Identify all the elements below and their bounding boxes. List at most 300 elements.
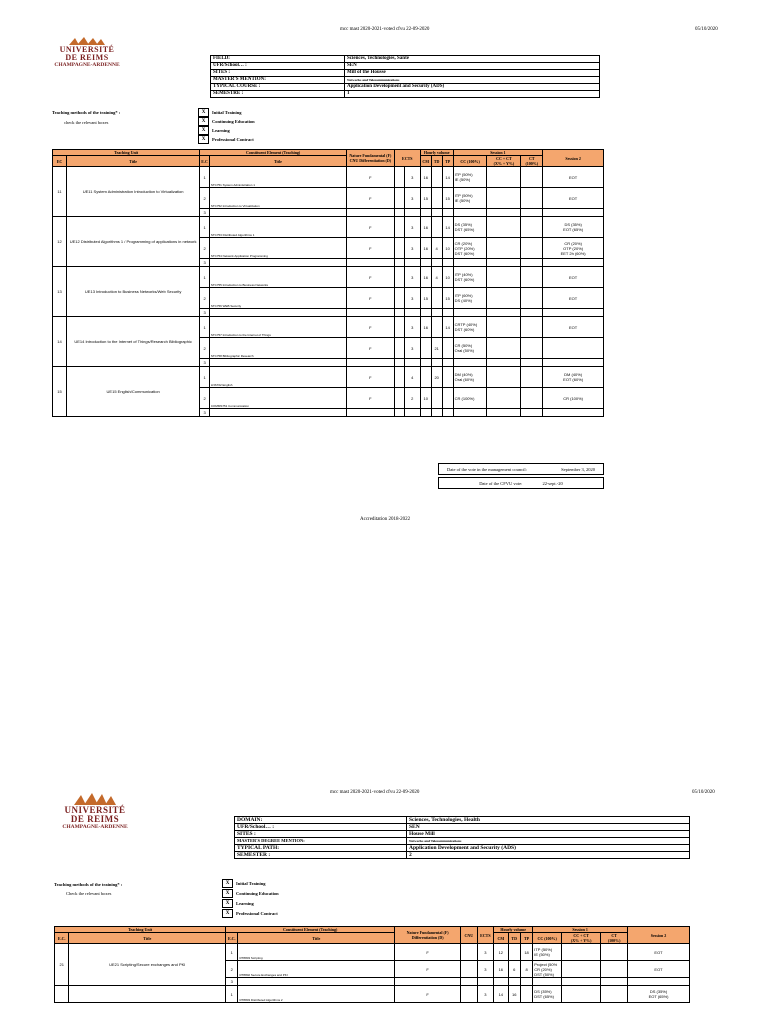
info-row bbox=[235, 838, 690, 845]
info-row bbox=[211, 77, 600, 84]
ec-cm: 16 bbox=[420, 317, 431, 338]
ec-nature bbox=[346, 309, 394, 317]
unit-number: 15 bbox=[53, 367, 67, 417]
ec-session1-ct bbox=[521, 259, 543, 267]
ec-nature: F bbox=[346, 388, 394, 409]
ec-session1-ct bbox=[601, 961, 628, 978]
info-row bbox=[235, 852, 690, 859]
accreditation-footer: Accreditation 2018-2022 bbox=[360, 517, 411, 522]
info-value: 2 bbox=[407, 852, 690, 859]
ec-td bbox=[431, 317, 442, 338]
info-label: SEMESTER : bbox=[235, 852, 407, 859]
ec-tp: 10 bbox=[442, 238, 453, 259]
method-checkbox[interactable]: X bbox=[198, 135, 209, 144]
ec-tp: 8 bbox=[520, 961, 532, 978]
ec-cm bbox=[420, 359, 431, 367]
ec-title: LNS702 English bbox=[209, 367, 346, 388]
ec-session1-cc-ct bbox=[487, 188, 521, 209]
ec-ects: 3 bbox=[477, 961, 493, 978]
method-checkbox[interactable]: X bbox=[198, 117, 209, 126]
header-session1: Session 1 bbox=[533, 927, 628, 933]
ec-cm bbox=[420, 367, 431, 388]
ec-cm: 15 bbox=[420, 288, 431, 309]
header-title2: Title bbox=[209, 156, 346, 167]
method-label: Initial Training bbox=[212, 110, 242, 115]
info-label: TYPICAL PATH: bbox=[235, 845, 407, 852]
ec-session1-cc: DM (40%) Oral (60%) bbox=[453, 367, 487, 388]
table-row bbox=[55, 944, 690, 961]
header-ct: CT (100%) bbox=[521, 156, 543, 167]
header-constituent: Constituent Element (Teaching) bbox=[200, 150, 347, 156]
ec-spacer bbox=[394, 388, 404, 409]
ec-spacer bbox=[394, 367, 404, 388]
method-checkbox[interactable]: X bbox=[222, 879, 233, 888]
ec-tp bbox=[442, 388, 453, 409]
header-td: TD bbox=[431, 156, 442, 167]
ec-number: 3 bbox=[200, 309, 210, 317]
header-nature: Nature Fundamental (F) Differentiation (D) bbox=[395, 927, 461, 944]
ec-session1-cc: DS (35%) DST (65%) bbox=[533, 986, 562, 1003]
ec-ects bbox=[404, 409, 420, 417]
header-session2: Session 2 bbox=[628, 927, 690, 944]
ec-number: 1 bbox=[200, 217, 210, 238]
ec-number: 3 bbox=[200, 359, 210, 367]
ec-session1-ct bbox=[521, 409, 543, 417]
courses-table bbox=[54, 926, 690, 1003]
ec-session2: EOT bbox=[628, 944, 690, 961]
ec-nature bbox=[346, 359, 394, 367]
ec-spacer bbox=[394, 238, 404, 259]
ec-title bbox=[209, 409, 346, 417]
ec-tp bbox=[442, 359, 453, 367]
header-cm: CM bbox=[494, 933, 508, 944]
method-checkbox[interactable]: X bbox=[222, 899, 233, 908]
ec-tp bbox=[520, 986, 532, 1003]
ec-session1-cc-ct bbox=[487, 359, 521, 367]
info-value: SEN bbox=[345, 63, 600, 70]
ec-cm: 15 bbox=[420, 188, 431, 209]
ec-nature: F bbox=[346, 267, 394, 288]
ec-number: 2 bbox=[226, 961, 238, 978]
ec-session2: DS (35%) EOT (65%) bbox=[628, 986, 690, 1003]
info-value: Application Development and Security (ADS) bbox=[345, 84, 600, 91]
info-value: Sciences, Technologies, Santé bbox=[345, 56, 600, 63]
info-row bbox=[211, 56, 600, 63]
info-label: SEMESTRE : bbox=[211, 91, 345, 98]
header-cc: CC (100%) bbox=[453, 156, 487, 167]
ec-session1-ct bbox=[521, 338, 543, 359]
ec-session1-cc-ct bbox=[487, 309, 521, 317]
logo-line-1: UNIVERSITÉ bbox=[64, 805, 126, 815]
ec-number: 3 bbox=[200, 209, 210, 217]
ec-title bbox=[209, 209, 346, 217]
table-row bbox=[55, 986, 690, 1003]
info-label: DOMAIN: bbox=[235, 817, 407, 824]
ec-tp bbox=[442, 338, 453, 359]
ec-session1-ct bbox=[521, 188, 543, 209]
ec-cm: 16 bbox=[420, 238, 431, 259]
info-label: SITES : bbox=[235, 831, 407, 838]
ec-session1-cc-ct bbox=[487, 238, 521, 259]
header-ects: ECTS bbox=[394, 150, 420, 167]
ec-ects bbox=[404, 359, 420, 367]
ec-number: 1 bbox=[200, 267, 210, 288]
header-ects: ECTS bbox=[477, 927, 493, 944]
ec-session1-cc: ITP (50%) IE (50%) bbox=[453, 167, 487, 188]
unit-number: 12 bbox=[53, 217, 67, 267]
ec-cnu bbox=[461, 961, 477, 978]
ec-session2 bbox=[543, 409, 604, 417]
header-nature: Nature Fundamental (F) CNU Differentiation (D) bbox=[346, 150, 394, 167]
ec-spacer bbox=[394, 188, 404, 209]
unit-title: UE12 Distributed Algorithms 1 / Programming of applications in network bbox=[66, 217, 199, 267]
header-session1: Session 1 bbox=[453, 150, 543, 156]
header-cc-ct: CC + CT (X% + Y%) bbox=[487, 156, 521, 167]
info-label: UFR/School… : bbox=[235, 824, 407, 831]
ec-cm: 12 bbox=[494, 944, 508, 961]
ec-session2 bbox=[543, 209, 604, 217]
method-checkbox[interactable]: X bbox=[198, 126, 209, 135]
header-tp: TP bbox=[520, 933, 532, 944]
info-value: Application Development and Security (ADS) bbox=[407, 845, 690, 852]
ec-session1-ct bbox=[521, 267, 543, 288]
ec-title bbox=[209, 359, 346, 367]
ec-tp bbox=[520, 978, 532, 986]
ec-session2 bbox=[628, 978, 690, 986]
ec-session2: EOT bbox=[543, 317, 604, 338]
ec-td: 6 bbox=[508, 961, 520, 978]
unit-number: 11 bbox=[53, 167, 67, 217]
ec-td bbox=[431, 409, 442, 417]
ec-cm bbox=[420, 409, 431, 417]
info-row bbox=[211, 63, 600, 70]
logo-emblem-icon bbox=[72, 792, 118, 806]
ec-nature: F bbox=[346, 167, 394, 188]
ec-nature: F bbox=[346, 238, 394, 259]
header-session2: Session 2 bbox=[543, 150, 604, 167]
method-label: Professional Contract bbox=[212, 137, 254, 142]
info-value: House Mill bbox=[407, 831, 690, 838]
ec-title: STC751 System Administration 1 bbox=[209, 167, 346, 188]
method-professional-contract[interactable] bbox=[222, 909, 278, 918]
ec-cm bbox=[494, 978, 508, 986]
table-row bbox=[53, 367, 604, 388]
ec-ects: 3 bbox=[404, 238, 420, 259]
ec-cm: 16 bbox=[420, 167, 431, 188]
ec-session2: EOT bbox=[543, 267, 604, 288]
ec-td bbox=[431, 217, 442, 238]
ec-title: COMMS751 Communication bbox=[209, 388, 346, 409]
ec-session1-ct bbox=[521, 209, 543, 217]
ec-td: 4 bbox=[431, 267, 442, 288]
ec-tp bbox=[442, 209, 453, 217]
ec-session1-cc: ITP (60%) DS (40%) bbox=[453, 288, 487, 309]
method-checkbox[interactable]: X bbox=[222, 889, 233, 898]
ec-nature bbox=[346, 209, 394, 217]
ec-session1-cc: CR (50%) Oral (50%) bbox=[453, 338, 487, 359]
ec-tp: 14 bbox=[442, 317, 453, 338]
courses-table bbox=[52, 149, 604, 417]
header-center: mcc mast 2020-2021-voted cfvu 22-09-2020 bbox=[340, 27, 430, 32]
ec-cm: 14 bbox=[494, 986, 508, 1003]
header-td: TD bbox=[508, 933, 520, 944]
ec-number: 2 bbox=[200, 338, 210, 359]
ec-td bbox=[431, 359, 442, 367]
ec-session1-cc: CR (100%) bbox=[453, 388, 487, 409]
ec-cnu bbox=[461, 978, 477, 986]
header-ec2: E.C. bbox=[226, 933, 238, 944]
university-logo bbox=[55, 792, 135, 830]
ec-nature: F bbox=[395, 944, 461, 961]
ec-session1-cc-ct bbox=[487, 367, 521, 388]
ec-td bbox=[508, 944, 520, 961]
ec-session2: EOT bbox=[543, 288, 604, 309]
ec-session1-ct bbox=[601, 978, 628, 986]
method-checkbox[interactable]: X bbox=[222, 909, 233, 918]
method-continuing-education[interactable] bbox=[222, 889, 279, 898]
logo-line-2: DE REIMS bbox=[70, 814, 120, 824]
ec-number: 3 bbox=[226, 978, 238, 986]
method-initial-training[interactable] bbox=[198, 108, 241, 117]
ec-session2: EOT bbox=[628, 961, 690, 978]
ec-nature: F bbox=[346, 188, 394, 209]
ec-nature: F bbox=[346, 288, 394, 309]
ec-td bbox=[431, 388, 442, 409]
method-label: Learning bbox=[236, 901, 254, 906]
ec-nature bbox=[346, 409, 394, 417]
ec-spacer bbox=[394, 338, 404, 359]
method-label: Learning bbox=[212, 128, 230, 133]
ec-session2: EOT bbox=[543, 167, 604, 188]
header-ct: CT (100%) bbox=[601, 933, 628, 944]
ec-nature: F bbox=[346, 338, 394, 359]
ec-title: STC754 Network Application Programming bbox=[209, 238, 346, 259]
ec-session1-ct bbox=[521, 388, 543, 409]
ec-session1-ct bbox=[521, 359, 543, 367]
header-center: mcc mast 2020-2021-voted cfvu 22-09-2020 bbox=[330, 790, 420, 795]
ec-cm bbox=[420, 209, 431, 217]
header-ec: E.C. bbox=[55, 933, 69, 944]
ec-session1-cc bbox=[453, 409, 487, 417]
ec-number: 2 bbox=[200, 388, 210, 409]
ec-session1-cc: CRTP (40%) DST (60%) bbox=[453, 317, 487, 338]
ec-ects bbox=[404, 309, 420, 317]
ec-session1-cc: Project (50% CR (20%) DST (50%) bbox=[533, 961, 562, 978]
method-continuing-education[interactable] bbox=[198, 117, 255, 126]
ec-session2: DS (35%) EOT (65%) bbox=[543, 217, 604, 238]
header-cm: CM bbox=[420, 156, 431, 167]
ec-ects: 3 bbox=[404, 338, 420, 359]
info-label: UFR/School… : bbox=[211, 63, 345, 70]
ec-session1-cc bbox=[453, 359, 487, 367]
ec-tp bbox=[442, 259, 453, 267]
ec-session2: DM (40%) EOT (60%) bbox=[543, 367, 604, 388]
program-info-table bbox=[210, 55, 600, 98]
ec-td bbox=[431, 167, 442, 188]
ec-number: 1 bbox=[200, 367, 210, 388]
header-cnu: CNU bbox=[461, 927, 477, 944]
ec-tp bbox=[442, 367, 453, 388]
ec-number: 3 bbox=[200, 409, 210, 417]
teaching-methods-note: check the relevant boxes bbox=[64, 120, 109, 125]
header-date: 05/10/2020 bbox=[692, 790, 715, 795]
ec-tp: 14 bbox=[442, 217, 453, 238]
ec-number: 3 bbox=[200, 259, 210, 267]
ec-session1-cc-ct bbox=[562, 978, 601, 986]
table-row bbox=[53, 217, 604, 238]
ec-number: 2 bbox=[200, 188, 210, 209]
header-teaching-unit: Teaching Unit bbox=[53, 150, 200, 156]
ec-session2: EOT bbox=[543, 188, 604, 209]
ec-title: RT8802 Secure Exchanges and PKI bbox=[238, 961, 395, 978]
ec-td bbox=[508, 978, 520, 986]
ec-title bbox=[209, 259, 346, 267]
ec-ects: 3 bbox=[404, 267, 420, 288]
ec-title bbox=[209, 309, 346, 317]
unit-number bbox=[55, 986, 69, 1003]
ec-session1-cc-ct bbox=[487, 317, 521, 338]
header-teaching-unit: Teaching Unit bbox=[55, 927, 226, 933]
ec-session1-cc: CR (20%) OTP (20%) DST (60%) bbox=[453, 238, 487, 259]
method-learning[interactable] bbox=[222, 899, 254, 908]
ec-session2 bbox=[543, 309, 604, 317]
method-label: Initial Training bbox=[236, 881, 266, 886]
ec-tp: 15 bbox=[442, 288, 453, 309]
ec-cm bbox=[420, 259, 431, 267]
method-label: Continuing Education bbox=[212, 119, 255, 124]
table-row bbox=[53, 167, 604, 188]
info-row bbox=[235, 845, 690, 852]
ec-session1-ct bbox=[601, 944, 628, 961]
header-ec2: E.C bbox=[200, 156, 210, 167]
ec-cm: 16 bbox=[420, 217, 431, 238]
ec-ects: 3 bbox=[477, 944, 493, 961]
header-date: 05/10/2020 bbox=[695, 27, 718, 32]
info-label: TYPICAL COURSE : bbox=[211, 84, 345, 91]
ec-number: 1 bbox=[200, 167, 210, 188]
header-title: Title bbox=[69, 933, 226, 944]
ec-spacer bbox=[394, 359, 404, 367]
ec-session1-ct bbox=[601, 986, 628, 1003]
ec-session1-cc-ct bbox=[487, 217, 521, 238]
method-checkbox[interactable]: X bbox=[198, 108, 209, 117]
method-professional-contract[interactable] bbox=[198, 135, 254, 144]
ec-ects: 3 bbox=[404, 317, 420, 338]
unit-title: UE21 Scripting/Secure exchanges and PKI bbox=[69, 944, 226, 986]
unit-number: 21 bbox=[55, 944, 69, 986]
info-value: Networks and Telecommunications bbox=[407, 838, 690, 845]
ec-session1-ct bbox=[521, 238, 543, 259]
ec-title: STC755 Introduction to Business Networks bbox=[209, 267, 346, 288]
ec-spacer bbox=[394, 317, 404, 338]
ec-spacer bbox=[394, 309, 404, 317]
ec-td bbox=[431, 309, 442, 317]
ec-session1-ct bbox=[521, 167, 543, 188]
ec-title: RT8803 Scripting bbox=[238, 944, 395, 961]
teaching-methods-title: Teaching methods of the training* : bbox=[54, 882, 123, 887]
header-title2: Title bbox=[238, 933, 395, 944]
university-logo bbox=[52, 36, 122, 68]
method-initial-training[interactable] bbox=[222, 879, 265, 888]
ec-number: 2 bbox=[200, 288, 210, 309]
info-row bbox=[211, 70, 600, 77]
ec-ects: 3 bbox=[404, 217, 420, 238]
ec-session2: CR (100%) bbox=[543, 388, 604, 409]
ec-title: STC758 Bibliographic Research bbox=[209, 338, 346, 359]
info-row bbox=[211, 84, 600, 91]
header-cc: CC (100%) bbox=[533, 933, 562, 944]
ec-number: 2 bbox=[200, 238, 210, 259]
ec-ects bbox=[404, 209, 420, 217]
table-row bbox=[53, 267, 604, 288]
teaching-methods-title: Teaching methods of the training* : bbox=[52, 110, 121, 115]
ec-cm bbox=[420, 309, 431, 317]
ec-cm: 10 bbox=[420, 388, 431, 409]
ec-session2 bbox=[543, 338, 604, 359]
ec-td: 4 bbox=[431, 238, 442, 259]
council-vote-date: Date of the vote in the management council: September 3, 2020 bbox=[438, 463, 604, 475]
info-label: SITES : bbox=[211, 70, 345, 77]
unit-title: UE15 English/Communication bbox=[66, 367, 199, 417]
ec-title: STC757 Introduction to the Internet of Things bbox=[209, 317, 346, 338]
ec-nature: F bbox=[346, 217, 394, 238]
ec-nature bbox=[395, 978, 461, 986]
ec-spacer bbox=[394, 217, 404, 238]
ec-session2 bbox=[543, 259, 604, 267]
header-tp: TP bbox=[442, 156, 453, 167]
info-row bbox=[211, 91, 600, 98]
ec-title: STC756 WEB Security bbox=[209, 288, 346, 309]
ec-session1-cc: ITP (50%) IE (50%) bbox=[453, 188, 487, 209]
ec-session1-cc-ct bbox=[487, 288, 521, 309]
logo-line-3: CHAMPAGNE-ARDENNE bbox=[62, 824, 128, 830]
ec-td bbox=[431, 209, 442, 217]
method-label: Continuing Education bbox=[236, 891, 279, 896]
ec-session1-cc-ct bbox=[562, 961, 601, 978]
ec-td: 21 bbox=[431, 338, 442, 359]
ec-ects: 2 bbox=[404, 388, 420, 409]
ec-spacer bbox=[394, 209, 404, 217]
ec-spacer bbox=[394, 267, 404, 288]
table-row bbox=[53, 317, 604, 338]
ec-number: 1 bbox=[226, 986, 238, 1003]
ec-tp: 10 bbox=[442, 267, 453, 288]
ec-tp bbox=[442, 309, 453, 317]
unit-title bbox=[69, 986, 226, 1003]
info-value: Networks and Telecommunications bbox=[345, 77, 600, 84]
ec-ects: 3 bbox=[404, 188, 420, 209]
ec-session1-cc bbox=[533, 978, 562, 986]
ec-session1-cc-ct bbox=[562, 944, 601, 961]
ec-session1-cc-ct bbox=[562, 986, 601, 1003]
teaching-methods-note: Check the relevant boxes bbox=[66, 891, 112, 896]
header-constituent: Constituent Element (Teaching) bbox=[226, 927, 395, 933]
ec-nature: F bbox=[395, 986, 461, 1003]
ec-session1-cc-ct bbox=[487, 338, 521, 359]
ec-session1-cc bbox=[453, 209, 487, 217]
ec-session1-cc-ct bbox=[487, 409, 521, 417]
ec-ects: 3 bbox=[404, 288, 420, 309]
ec-nature bbox=[346, 259, 394, 267]
program-info-table bbox=[234, 816, 690, 859]
method-learning[interactable] bbox=[198, 126, 230, 135]
ec-cm: 16 bbox=[420, 267, 431, 288]
info-value: 1 bbox=[345, 91, 600, 98]
ec-ects: 4 bbox=[404, 367, 420, 388]
info-value: Sciences, Technologies, Health bbox=[407, 817, 690, 824]
info-row bbox=[235, 831, 690, 838]
info-label: FIELD: bbox=[211, 56, 345, 63]
